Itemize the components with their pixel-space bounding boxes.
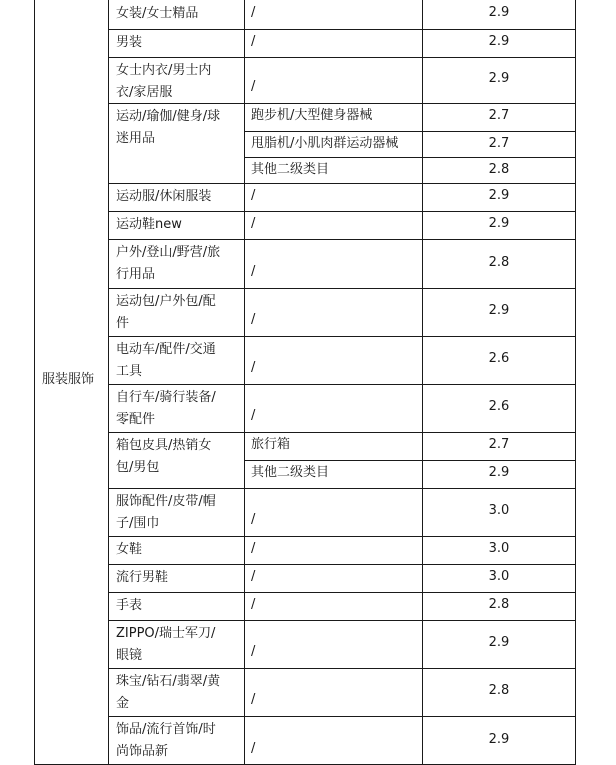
row-divider: [244, 131, 576, 132]
score-value: 2.6: [488, 399, 510, 414]
category-label: 服装服饰: [42, 372, 95, 387]
sub-category: /: [251, 34, 256, 49]
score-value: 2.7: [488, 136, 510, 151]
item-name: 饰品/流行首饰/时尚饰品新: [116, 722, 216, 759]
item-name: 运动/瑜伽/健身/球迷用品: [116, 109, 221, 146]
row-divider: [108, 336, 576, 337]
row-divider: [108, 592, 576, 593]
row-divider: [108, 239, 576, 240]
sub-category: /: [251, 692, 256, 707]
sub-category: /: [251, 312, 256, 327]
sub-category: /: [251, 264, 256, 279]
score-value: 2.8: [488, 597, 510, 612]
sub-category: 其他二级类目: [251, 162, 330, 177]
column-divider: [575, 0, 576, 765]
item-name: 服饰配件/皮带/帽子/围巾: [116, 494, 216, 531]
score-value: 3.0: [488, 503, 510, 518]
sub-category: /: [251, 408, 256, 423]
item-name: 运动鞋new: [116, 217, 182, 232]
item-name: 运动服/休闲服装: [116, 189, 212, 204]
score-value: 2.8: [488, 255, 510, 270]
sub-category: /: [251, 79, 256, 94]
sub-category: /: [251, 5, 256, 20]
item-name: 电动车/配件/交通工具: [116, 342, 216, 379]
score-value: 2.9: [488, 635, 510, 650]
row-divider: [108, 29, 576, 30]
item-name: 户外/登山/野营/旅行用品: [116, 245, 221, 282]
score-value: 2.7: [488, 108, 510, 123]
score-value: 3.0: [488, 569, 510, 584]
column-divider: [34, 0, 35, 765]
item-name: ZIPPO/瑞士军刀/眼镜: [116, 626, 216, 663]
score-value: 2.6: [488, 351, 510, 366]
sub-category: 旅行箱: [251, 437, 291, 452]
item-name: 男装: [116, 35, 143, 50]
sub-category: /: [251, 541, 256, 556]
score-value: 2.9: [488, 71, 510, 86]
row-divider: [108, 384, 576, 385]
sub-category: /: [251, 597, 256, 612]
row-divider: [108, 432, 576, 433]
row-divider: [108, 536, 576, 537]
row-divider: [108, 668, 576, 669]
sub-category: 甩脂机/小肌肉群运动器械: [251, 136, 399, 151]
item-name: 手表: [116, 598, 143, 613]
score-value: 2.9: [488, 216, 510, 231]
item-name: 运动包/户外包/配件: [116, 294, 216, 331]
row-divider: [108, 564, 576, 565]
item-name: 珠宝/钻石/翡翠/黄金: [116, 674, 221, 711]
score-value: 2.9: [488, 34, 510, 49]
row-divider: [244, 460, 576, 461]
row-divider: [108, 716, 576, 717]
column-divider: [244, 0, 245, 765]
item-name: 自行车/骑行装备/零配件: [116, 390, 216, 427]
sub-category: /: [251, 644, 256, 659]
row-divider: [244, 157, 576, 158]
item-name: 流行男鞋: [116, 570, 169, 585]
row-divider: [108, 288, 576, 289]
score-value: 2.8: [488, 162, 510, 177]
row-divider: [108, 620, 576, 621]
sub-category: /: [251, 360, 256, 375]
score-value: 2.9: [488, 188, 510, 203]
score-value: 2.8: [488, 683, 510, 698]
sub-category: /: [251, 741, 256, 756]
item-name: 女鞋: [116, 542, 143, 557]
sub-category: 其他二级类目: [251, 465, 330, 480]
row-divider: [108, 183, 576, 184]
score-value: 2.9: [488, 732, 510, 747]
item-name: 女士内衣/男士内衣/家居服: [116, 63, 212, 100]
sub-category: 跑步机/大型健身器械: [251, 108, 373, 123]
score-value: 2.9: [488, 465, 510, 480]
score-value: 3.0: [488, 541, 510, 556]
score-value: 2.7: [488, 437, 510, 452]
score-value: 2.9: [488, 303, 510, 318]
score-value: 2.9: [488, 5, 510, 20]
column-divider: [108, 0, 109, 765]
sub-category: /: [251, 569, 256, 584]
sub-category: /: [251, 188, 256, 203]
item-name: 女装/女士精品: [116, 6, 199, 21]
sub-category: /: [251, 512, 256, 527]
sub-category: /: [251, 216, 256, 231]
row-divider: [108, 57, 576, 58]
row-divider: [108, 211, 576, 212]
row-divider: [108, 488, 576, 489]
item-name: 箱包皮具/热销女包/男包: [116, 438, 212, 475]
